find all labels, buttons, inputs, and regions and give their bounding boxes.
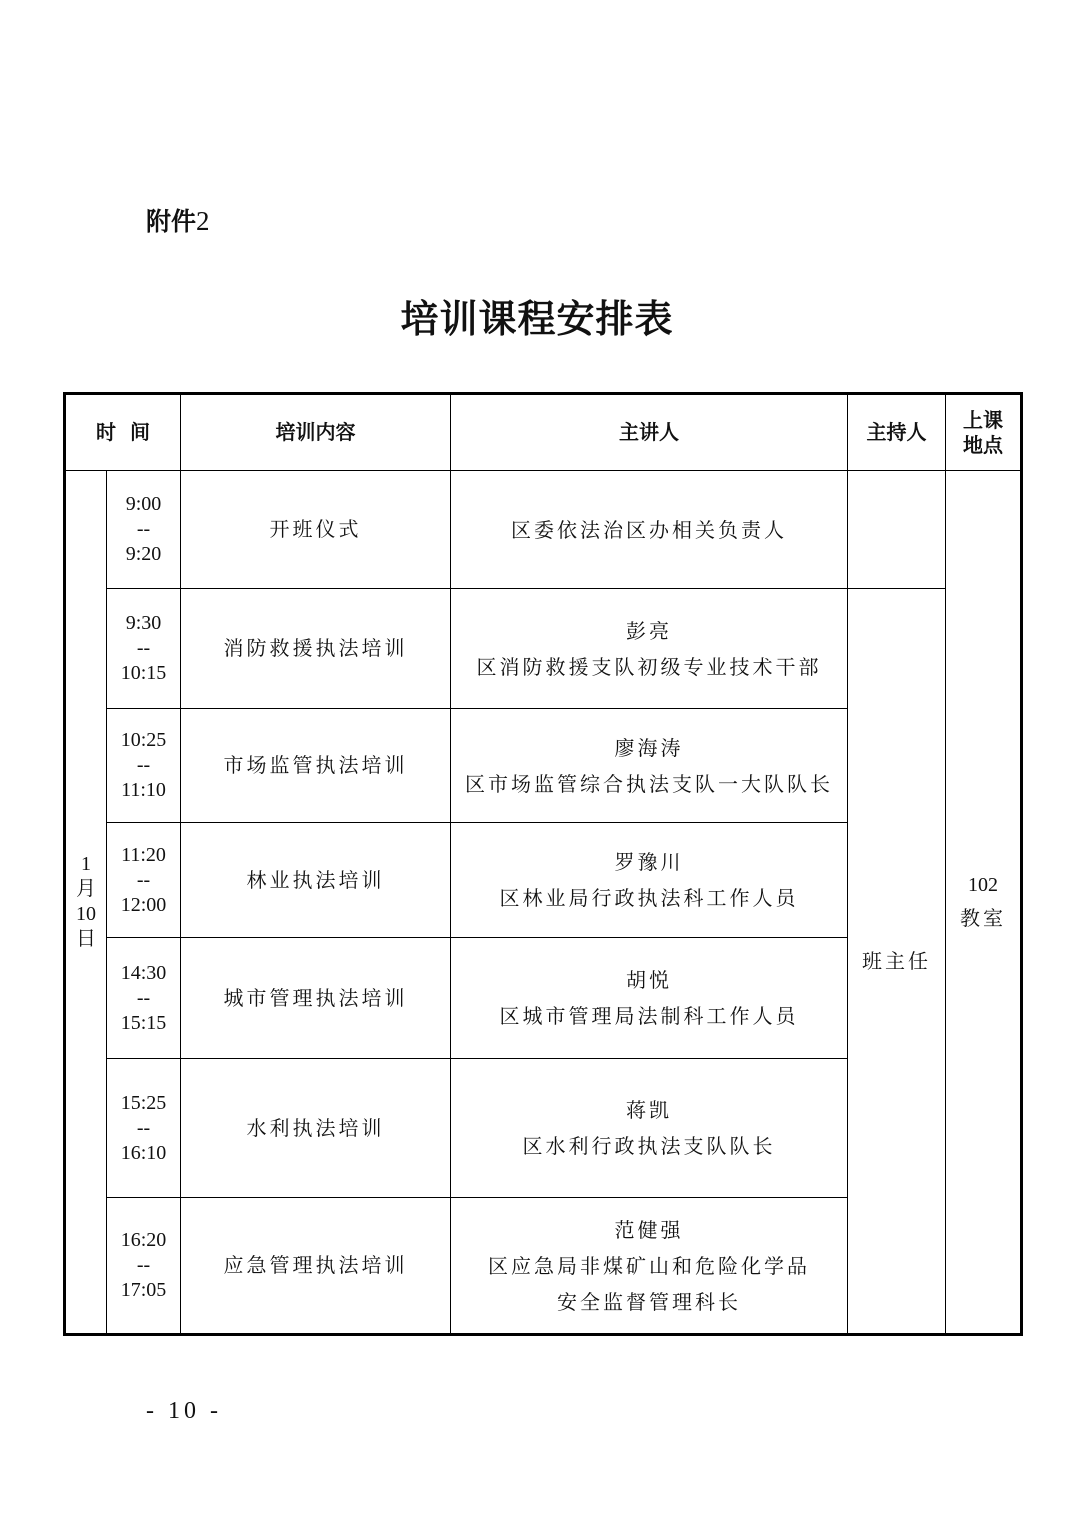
- content-cell: 应急管理执法培训: [181, 1198, 451, 1335]
- place-cell: 102 教室: [946, 471, 1022, 1335]
- time-cell: 15:25 -- 16:10: [107, 1059, 181, 1198]
- attachment-label: 附件2: [146, 206, 210, 236]
- time-cell: 16:20 -- 17:05: [107, 1198, 181, 1335]
- document-title: 培训课程安排表: [400, 297, 674, 341]
- page-number: - 10 -: [146, 1398, 222, 1424]
- table-row: [65, 589, 1022, 709]
- time-cell: 9:00 -- 9:20: [107, 471, 181, 589]
- time-cell: 11:20 -- 12:00: [107, 823, 181, 938]
- header-place: 上课 地点: [946, 394, 1022, 471]
- header-row: [65, 394, 1022, 471]
- speaker-cell: 范健强 区应急局非煤矿山和危险化学品 安全监督管理科长: [451, 1198, 848, 1335]
- header-host: 主持人: [848, 394, 946, 471]
- speaker-cell: 彭亮 区消防救援支队初级专业技术干部: [451, 589, 848, 709]
- content-cell: 开班仪式: [181, 471, 451, 589]
- content-cell: 林业执法培训: [181, 823, 451, 938]
- speaker-cell: 蒋凯 区水利行政执法支队队长: [451, 1059, 848, 1198]
- host-cell-empty: [848, 471, 946, 589]
- host-cell: 班主任: [848, 589, 946, 1335]
- header-time: 时 间: [65, 394, 181, 471]
- speaker-cell: 胡悦 区城市管理局法制科工作人员: [451, 938, 848, 1059]
- content-cell: 水利执法培训: [181, 1059, 451, 1198]
- time-cell: 14:30 -- 15:15: [107, 938, 181, 1059]
- time-cell: 9:30 -- 10:15: [107, 589, 181, 709]
- speaker-cell: 区委依法治区办相关负责人: [451, 471, 848, 589]
- speaker-cell: 廖海涛 区市场监管综合执法支队一大队队长: [451, 709, 848, 823]
- content-cell: 消防救援执法培训: [181, 589, 451, 709]
- speaker-cell: 罗豫川 区林业局行政执法科工作人员: [451, 823, 848, 938]
- content-cell: 城市管理执法培训: [181, 938, 451, 1059]
- schedule-table: [63, 392, 1023, 1336]
- time-cell: 10:25 -- 11:10: [107, 709, 181, 823]
- content-cell: 市场监管执法培训: [181, 709, 451, 823]
- header-content: 培训内容: [181, 394, 451, 471]
- table-row: [65, 471, 1022, 589]
- header-speaker: 主讲人: [451, 394, 848, 471]
- date-cell: 1 月 10 日: [65, 471, 107, 1335]
